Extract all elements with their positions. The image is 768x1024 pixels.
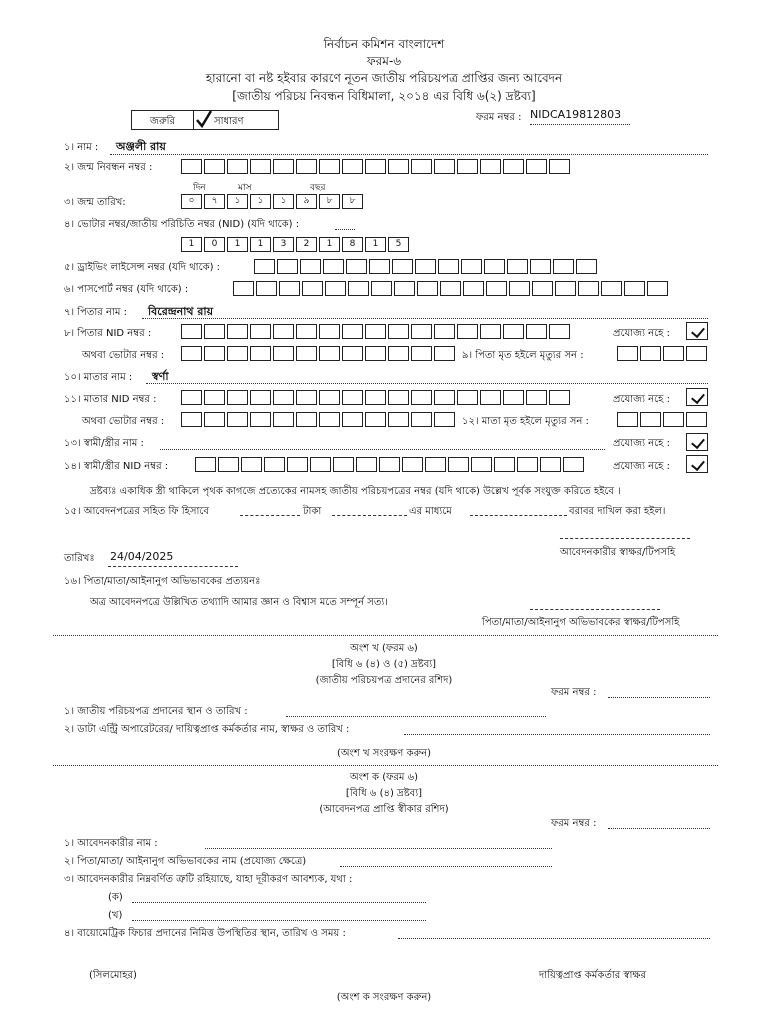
birth-reg-boxes[interactable] xyxy=(181,159,572,174)
mother-voter-boxes[interactable] xyxy=(181,412,457,427)
dob-label: ৩। জন্ম তারিখ: xyxy=(64,197,126,208)
date-label: তারিখঃ xyxy=(64,553,95,564)
dob-month-caption: মাস xyxy=(238,183,252,193)
mother-nid-na-label: প্রযোজ্য নহে : xyxy=(613,394,670,405)
fee-taka: টাকা xyxy=(303,506,322,517)
part-ka-item2: ২। পিতা/মাতা/ আইনানুগ অভিভাবকের নাম (প্রযোজ্য ক্ষেত্রে) xyxy=(64,856,307,867)
nid-label: ৪। ভোটার নম্বর/জাতীয় পরিচিতি নম্বর (NID) (যদি থাকে) : xyxy=(64,219,300,230)
license-boxes[interactable] xyxy=(254,259,599,274)
part-ka-title: অংশ ক (ফরম ৬) xyxy=(349,772,419,783)
mother-name-label: ১০। মাতার নাম : xyxy=(64,372,133,383)
spouse-nid-boxes[interactable] xyxy=(195,457,586,472)
name-label: ১। নাম : xyxy=(64,142,99,153)
header-line1: নির্বাচন কমিশন বাংলাদেশ xyxy=(323,37,445,51)
spouse-nid-na-checkbox[interactable] xyxy=(686,455,708,473)
part-kha-subtitle: (জাতীয় পরিচয়পত্র প্রদানের রশিদ) xyxy=(315,675,453,686)
father-name-value[interactable]: বিরেন্দ্রনাথ রায় xyxy=(148,305,214,318)
spouse-note: দ্রষ্টব্যঃ একাধিক স্ত্রী থাকিলে পৃথক কাগজে প্রত্যেকের নামসহ জাতীয় পরিচয়পত্রের নম্বর (যদি থাকে) উল্লেখ পূর্বক সংযুক্ত করিতে হইবে । xyxy=(90,486,621,497)
applicant-sign-caption: আবেদনকারীর স্বাক্ষর/টিপসহি xyxy=(560,547,676,558)
passport-label: ৬। পাসপোর্ট নম্বর (যদি থাকে) : xyxy=(64,284,189,295)
date-value[interactable]: 24/04/2025 xyxy=(110,550,174,563)
father-death-label: ৯। পিতা মৃত হইলে মৃত্যুর সন : xyxy=(462,350,584,361)
father-voter-boxes[interactable] xyxy=(181,346,457,361)
nid-boxes[interactable]: 1 0 1 1 3 2 1 8 1 5 xyxy=(181,237,411,252)
license-label: ৫। ড্রাইভিং লাইসেন্স নম্বর (যদি থাকে) : xyxy=(64,262,221,273)
form-no-label: ফরম নম্বর : xyxy=(476,112,522,123)
father-name-label: ৭। পিতার নাম : xyxy=(64,307,127,318)
father-nid-label: ৮। পিতার NID নম্বর : xyxy=(64,328,152,339)
spouse-nid-label: ১৪। স্বামী/স্ত্রীর NID নম্বর : xyxy=(64,461,169,472)
mother-death-label: ১২। মাতা মৃত হইলে মৃত্যুর সন : xyxy=(462,416,589,427)
mother-nid-na-checkbox[interactable] xyxy=(686,388,708,406)
part-kha-rule: [বিধি ৬ (৪) ও (৫) দ্রষ্টব্য] xyxy=(331,659,437,670)
father-voter-label: অথবা ভোটার নম্বর : xyxy=(82,350,165,361)
seal-caption: (সিলমোহর) xyxy=(89,970,137,981)
normal-option[interactable]: সাধারণ xyxy=(214,116,244,127)
guardian-sign-caption: পিতা/মাতা/আইনানুগ অভিভাবকের স্বাক্ষর/টিপসহি xyxy=(482,617,680,628)
father-nid-na-checkbox[interactable] xyxy=(686,322,708,340)
dob-boxes[interactable]: ০ ৭ ১ ১ ১ ৯ ৮ ৮ xyxy=(181,194,365,209)
father-death-boxes[interactable] xyxy=(617,346,709,361)
part-ka-form-no-label: ফরম নম্বর : xyxy=(551,818,597,829)
spouse-name-na-checkbox[interactable] xyxy=(686,433,708,451)
part-ka-sub-kha: (খ) xyxy=(108,910,123,921)
header-line3: হারানো বা নষ্ট হইবার কারণে নূতন জাতীয় পরিচয়পত্র প্রাপ্তির জন্য আবেদন xyxy=(205,71,563,85)
spouse-nid-na-label: প্রযোজ্য নহে : xyxy=(613,461,670,472)
mother-death-boxes[interactable] xyxy=(617,412,709,427)
header-line2: ফরম-৬ xyxy=(366,54,402,68)
guardian-decl-text: অত্র আবেদনপত্রে উল্লিখিত তথ্যাদি আমার জ্ঞান ও বিশ্বাস মতে সম্পূর্ন সত্য। xyxy=(90,597,388,608)
mother-voter-label: অথবা ভোটার নম্বর : xyxy=(82,416,165,427)
part-ka-item3: ৩। আবেদনকারীর নিম্নবর্ণিত ত্রুটি রহিয়াছে, যাহা দূরীকরণ আবশ্যক, যথা : xyxy=(64,874,353,885)
birth-reg-label: ২। জন্ম নিবন্ধন নম্বর : xyxy=(64,162,153,173)
fee-label: ১৫। আবেদনপত্রের সহিত ফি হিসাবে xyxy=(64,506,209,517)
part-kha-item1: ১। জাতীয় পরিচয়পত্র প্রদানের স্থান ও তারিখ : xyxy=(64,706,248,717)
part-ka-subtitle: (আবেদনপত্র প্রাপ্তি স্বীকার রশিদ) xyxy=(319,804,449,815)
part-kha-form-no-label: ফরম নম্বর : xyxy=(551,687,597,698)
normal-check-icon xyxy=(196,110,208,126)
spouse-name-label: ১৩। স্বামী/স্ত্রীর নাম : xyxy=(64,438,144,449)
guardian-decl-label: ১৬। পিতা/মাতা/আইনানুগ অভিভাবকের প্রত্যয়নঃ xyxy=(64,576,261,587)
part-kha-item2: ২। ডাটা এন্ট্রি অপারেটরের/ দায়িত্বপ্রাপ্ত কর্মকর্তার নাম, স্বাক্ষর ও তারিখ : xyxy=(64,724,350,735)
dob-day-caption: দিন xyxy=(193,183,206,193)
part-ka-sub-ka: (ক) xyxy=(108,892,123,903)
dob-year-caption: বছর xyxy=(310,183,326,193)
part-kha-keep: (অংশ খ সংরক্ষণ করুন) xyxy=(337,748,431,759)
part-ka-rule: [বিধি ৬ (৪) দ্রষ্টব্য] xyxy=(345,788,423,799)
part-ka-item1: ১। আবেদনকারীর নাম : xyxy=(64,838,158,849)
fee-via: এর মাধ্যমে xyxy=(409,506,452,517)
name-value[interactable]: অঞ্জলী রায় xyxy=(116,140,166,153)
part-ka-keep: (অংশ ক সংরক্ষণ করুন) xyxy=(336,992,432,1003)
mother-nid-boxes[interactable] xyxy=(181,390,572,405)
father-nid-boxes[interactable] xyxy=(181,324,572,339)
part-ka-item4: ৪। বায়োমেট্রিক ফিচার প্রদানের নিমিত্ত উপস্থিতির স্থান, তারিখ ও সময় : xyxy=(64,928,346,939)
fee-submit: বরাবর দাখিল করা হইল। xyxy=(569,506,666,517)
header-line4: [জাতীয় পরিচয় নিবন্ধন বিধিমালা, ২০১৪ এর বিধি ৬(২) দ্রষ্টব্য] xyxy=(232,89,536,103)
form-no-value: NIDCA19812803 xyxy=(530,108,622,121)
officer-sign-caption: দায়িত্বপ্রাপ্ত কর্মকর্তার স্বাক্ষর xyxy=(539,970,646,981)
part-kha-title: অংশ খ (ফরম ৬) xyxy=(350,643,418,654)
mother-nid-label: ১১। মাতার NID নম্বর : xyxy=(64,394,157,405)
spouse-name-na-label: প্রযোজ্য নহে : xyxy=(613,438,670,449)
urgent-option[interactable]: জরুরি xyxy=(150,116,175,127)
mother-name-value[interactable]: স্বর্ণা xyxy=(152,370,169,383)
father-nid-na-label: প্রযোজ্য নহে : xyxy=(613,328,670,339)
passport-boxes[interactable] xyxy=(233,281,670,296)
